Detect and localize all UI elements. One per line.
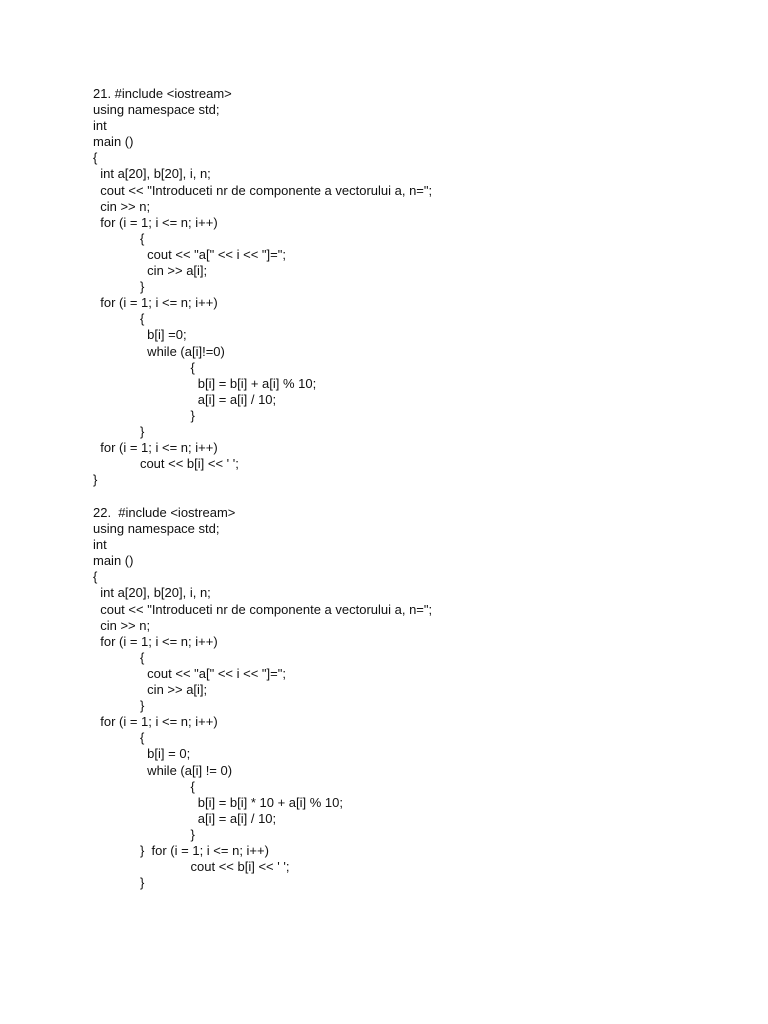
code-listing-21 — [93, 86, 432, 488]
code-line: cout << b[i] << ' '; — [93, 859, 290, 875]
code-line: { — [93, 730, 145, 746]
code-line: { — [93, 230, 145, 246]
code-line: int a[20], b[20], i, n; — [93, 166, 211, 182]
code-line: 22. #include <iostream> — [93, 505, 236, 520]
code-line: cout << "Introduceti nr de componente a vectorului a, n="; — [93, 601, 433, 617]
code-line: } — [93, 472, 98, 488]
code-line: cout << b[i] << ' '; — [93, 456, 239, 472]
code-line: int — [93, 118, 107, 134]
code-line: { — [93, 569, 98, 585]
code-line: for (i = 1; i <= n; i++) — [93, 633, 218, 649]
code-line: b[i] = b[i] + a[i] % 10; — [93, 375, 317, 391]
code-line: main () — [93, 553, 134, 569]
code-line: while (a[i]!=0) — [93, 343, 225, 359]
code-line: b[i] = b[i] * 10 + a[i] % 10; — [93, 794, 343, 810]
code-line: cout << "Introduceti nr de componente a vectorului a, n="; — [93, 182, 433, 198]
code-line: } — [93, 826, 195, 842]
code-listing-22 — [93, 505, 432, 891]
code-line: main () — [93, 134, 134, 150]
code-line: cout << "a[" << i << "]="; — [93, 246, 286, 262]
code-line: cin >> a[i]; — [93, 263, 208, 279]
code-line: for (i = 1; i <= n; i++) — [93, 714, 218, 730]
code-line: } for (i = 1; i <= n; i++) — [93, 842, 269, 858]
code-line: { — [93, 150, 98, 166]
code-line: 21. #include <iostream> — [93, 86, 232, 101]
code-line: } — [93, 875, 145, 891]
code-line: for (i = 1; i <= n; i++) — [93, 295, 218, 311]
code-line: b[i] = 0; — [93, 746, 191, 762]
code-line: { — [93, 778, 195, 794]
code-line: int a[20], b[20], i, n; — [93, 585, 211, 601]
code-line: for (i = 1; i <= n; i++) — [93, 214, 218, 230]
code-line: } — [93, 423, 145, 439]
code-line: } — [93, 698, 145, 714]
code-line: cin >> n; — [93, 617, 151, 633]
code-line: int — [93, 537, 107, 553]
code-line: b[i] =0; — [93, 327, 187, 343]
code-line: cout << "a[" << i << "]="; — [93, 665, 286, 681]
code-line: { — [93, 649, 145, 665]
code-line: a[i] = a[i] / 10; — [93, 391, 277, 407]
code-line: cin >> n; — [93, 198, 151, 214]
code-line: while (a[i] != 0) — [93, 762, 233, 778]
code-line: cin >> a[i]; — [93, 682, 208, 698]
code-line: { — [93, 359, 195, 375]
code-line: using namespace std; — [93, 102, 220, 118]
code-line: { — [93, 311, 145, 327]
code-line: a[i] = a[i] / 10; — [93, 810, 277, 826]
code-line: } — [93, 407, 195, 423]
code-line: using namespace std; — [93, 521, 220, 537]
code-line: } — [93, 279, 145, 295]
code-line: for (i = 1; i <= n; i++) — [93, 440, 218, 456]
